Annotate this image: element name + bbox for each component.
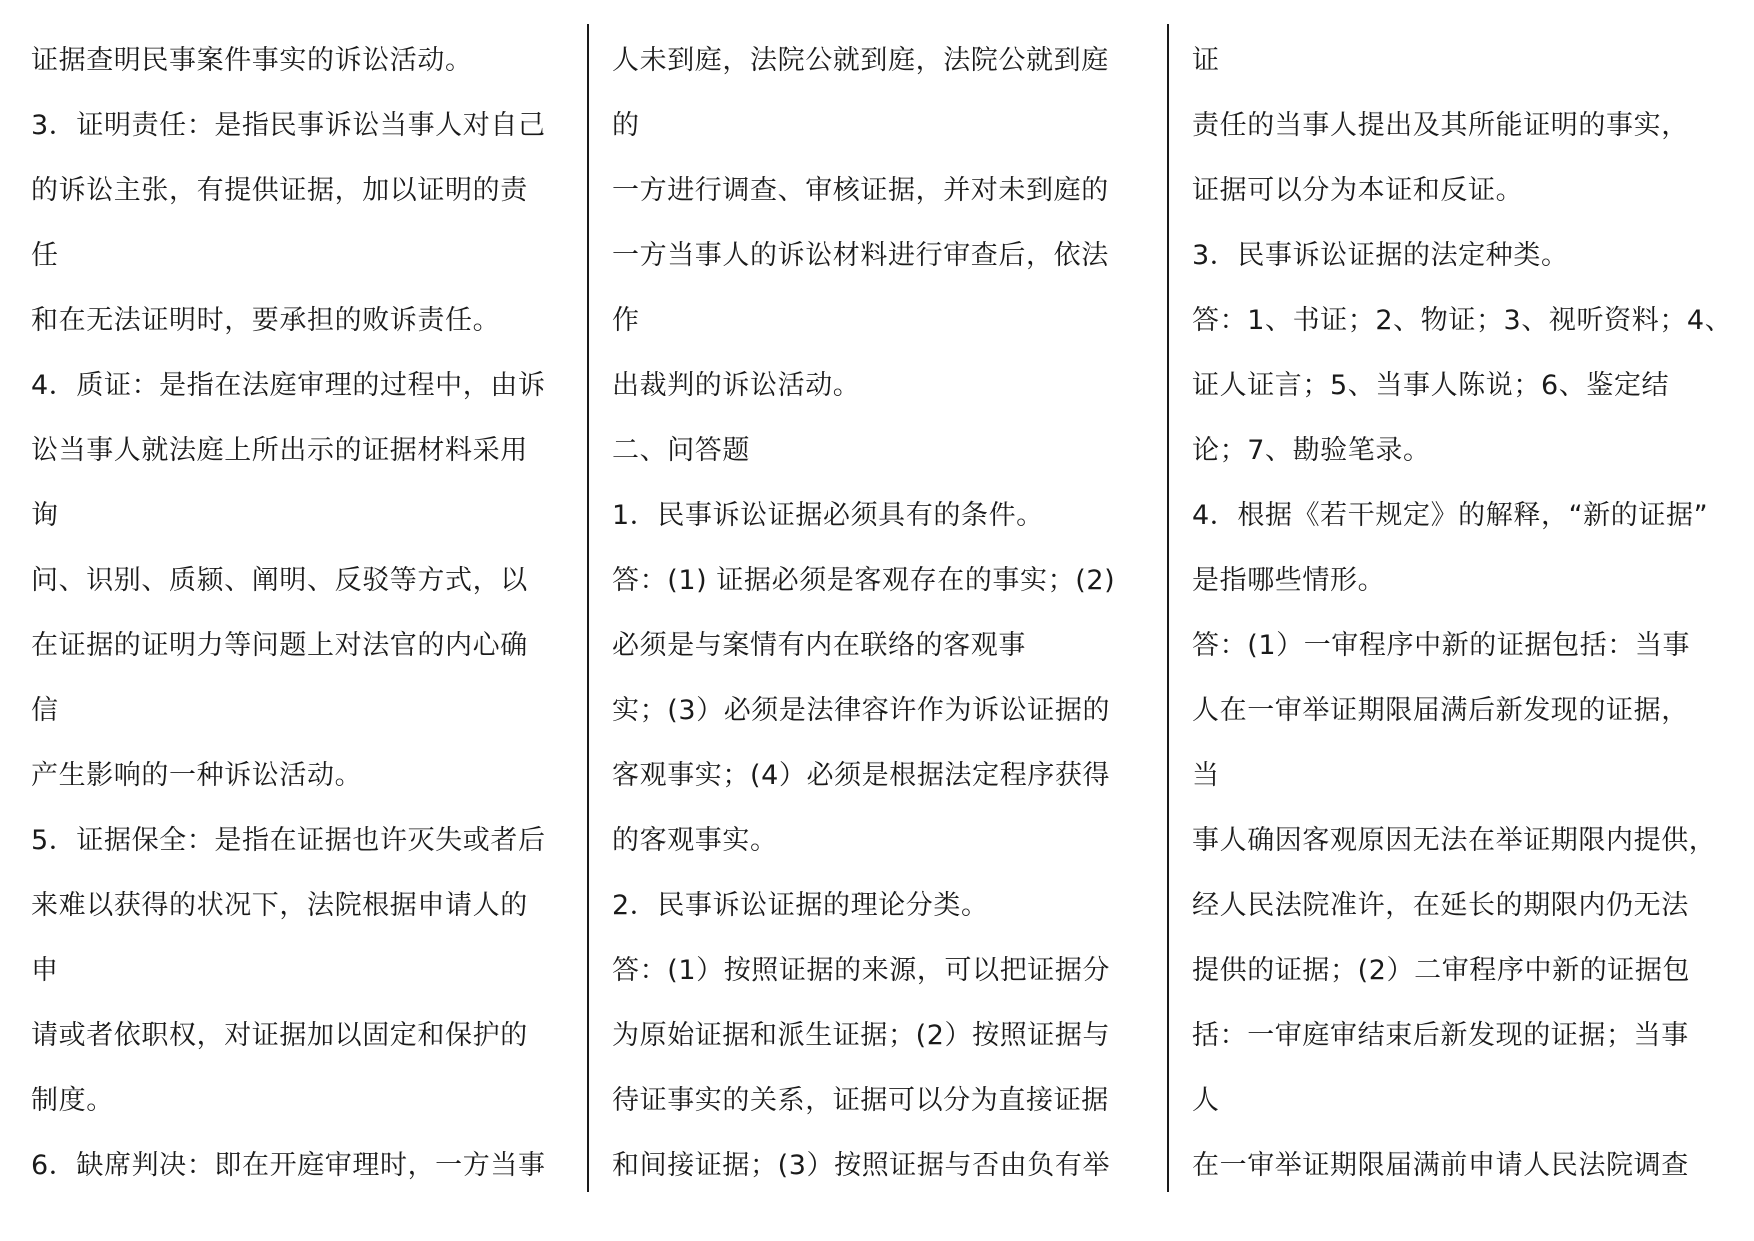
text-line: 一方当事人的诉讼材料进行审查后，依法	[612, 240, 1109, 271]
text-line: 在证据的证明力等问题上对法官的内心确	[31, 630, 528, 661]
question-title: 2．民事诉讼证据的理论分类。	[612, 890, 989, 921]
text-line: 经人民法院准许，在延长的期限内仍无法	[1192, 890, 1689, 921]
text-line: 当	[1192, 760, 1220, 791]
text-line: 6．缺席判决：即在开庭审理时，一方当事	[31, 1150, 546, 1181]
text-line: 论；7、勘验笔录。	[1192, 435, 1431, 466]
text-line: 任	[31, 240, 59, 271]
text-line: 是指哪些情形。	[1192, 565, 1386, 596]
column-divider	[1167, 24, 1169, 1192]
text-line: 括：一审庭审结束后新发现的证据；当事	[1192, 1020, 1689, 1051]
text-line: 事人确因客观原因无法在举证期限内提供，	[1192, 825, 1717, 856]
text-line: 3．证明责任：是指民事诉讼当事人对自己	[31, 110, 546, 141]
text-column-3	[1192, 28, 1737, 1198]
question-title: 4．根据《若干规定》的解释，“新的证据”	[1192, 500, 1709, 531]
section-heading: 二、问答题	[612, 435, 750, 466]
text-line: 问、识别、质颍、阐明、反驳等方式，以	[31, 565, 528, 596]
text-column-2	[612, 28, 1157, 1198]
question-title: 3．民事诉讼证据的法定种类。	[1192, 240, 1569, 271]
text-line: 询	[31, 500, 59, 531]
question-title: 1．民事诉讼证据必须具有的条件。	[612, 500, 1044, 531]
text-line: 制度。	[31, 1085, 114, 1116]
text-line: 的诉讼主张，有提供证据，加以证明的责	[31, 175, 528, 206]
column-divider	[587, 24, 589, 1192]
text-line: 证据可以分为本证和反证。	[1192, 175, 1524, 206]
text-line: 出裁判的诉讼活动。	[612, 370, 861, 401]
text-line: 讼当事人就法庭上所出示的证据材料采用	[31, 435, 528, 466]
text-line: 客观事实；(4）必须是根据法定程序获得	[612, 760, 1111, 791]
text-line: 信	[31, 695, 59, 726]
text-line: 证	[1192, 45, 1220, 76]
text-line: 申	[31, 955, 59, 986]
text-line: 作	[612, 305, 640, 336]
text-line: 证据查明民事案件事实的诉讼活动。	[31, 45, 473, 76]
text-line: 人在一审举证期限届满后新发现的证据，	[1192, 695, 1689, 726]
text-line: 在一审举证期限届满前申请人民法院调查	[1192, 1150, 1689, 1181]
text-line: 人未到庭，法院公就到庭，法院公就到庭	[612, 45, 1109, 76]
text-line: 答：1、书证；2、物证；3、视听资料；4、	[1192, 305, 1733, 336]
text-line: 5．证据保全：是指在证据也许灭失或者后	[31, 825, 546, 856]
text-line: 证人证言；5、当事人陈说；6、鉴定结	[1192, 370, 1670, 401]
text-line: 4．质证：是指在法庭审理的过程中，由诉	[31, 370, 546, 401]
text-line: 的	[612, 110, 640, 141]
text-line: 和间接证据；(3）按照证据与否由负有举	[612, 1150, 1111, 1181]
text-line: 来难以获得的状况下，法院根据申请人的	[31, 890, 528, 921]
text-line: 一方进行调查、审核证据，并对未到庭的	[612, 175, 1109, 206]
text-line: 答：(1) 证据必须是客观存在的事实；(2)	[612, 565, 1116, 596]
text-line: 为原始证据和派生证据；(2）按照证据与	[612, 1020, 1111, 1051]
text-line: 产生影响的一种诉讼活动。	[31, 760, 363, 791]
text-line: 实；(3）必须是法律容许作为诉讼证据的	[612, 695, 1111, 726]
text-line: 待证事实的关系，证据可以分为直接证据	[612, 1085, 1109, 1116]
text-line: 必须是与案情有内在联络的客观事	[612, 630, 1026, 661]
text-line: 答：(1）一审程序中新的证据包括：当事	[1192, 630, 1691, 661]
text-line: 提供的证据；(2）二审程序中新的证据包	[1192, 955, 1691, 986]
text-line: 的客观事实。	[612, 825, 778, 856]
text-line: 答：(1）按照证据的来源，可以把证据分	[612, 955, 1111, 986]
text-line: 责任的当事人提出及其所能证明的事实，	[1192, 110, 1689, 141]
text-line: 请或者依职权，对证据加以固定和保护的	[31, 1020, 528, 1051]
text-column-1	[31, 28, 576, 1198]
text-line: 人	[1192, 1085, 1220, 1116]
text-line: 和在无法证明时，要承担的败诉责任。	[31, 305, 501, 336]
